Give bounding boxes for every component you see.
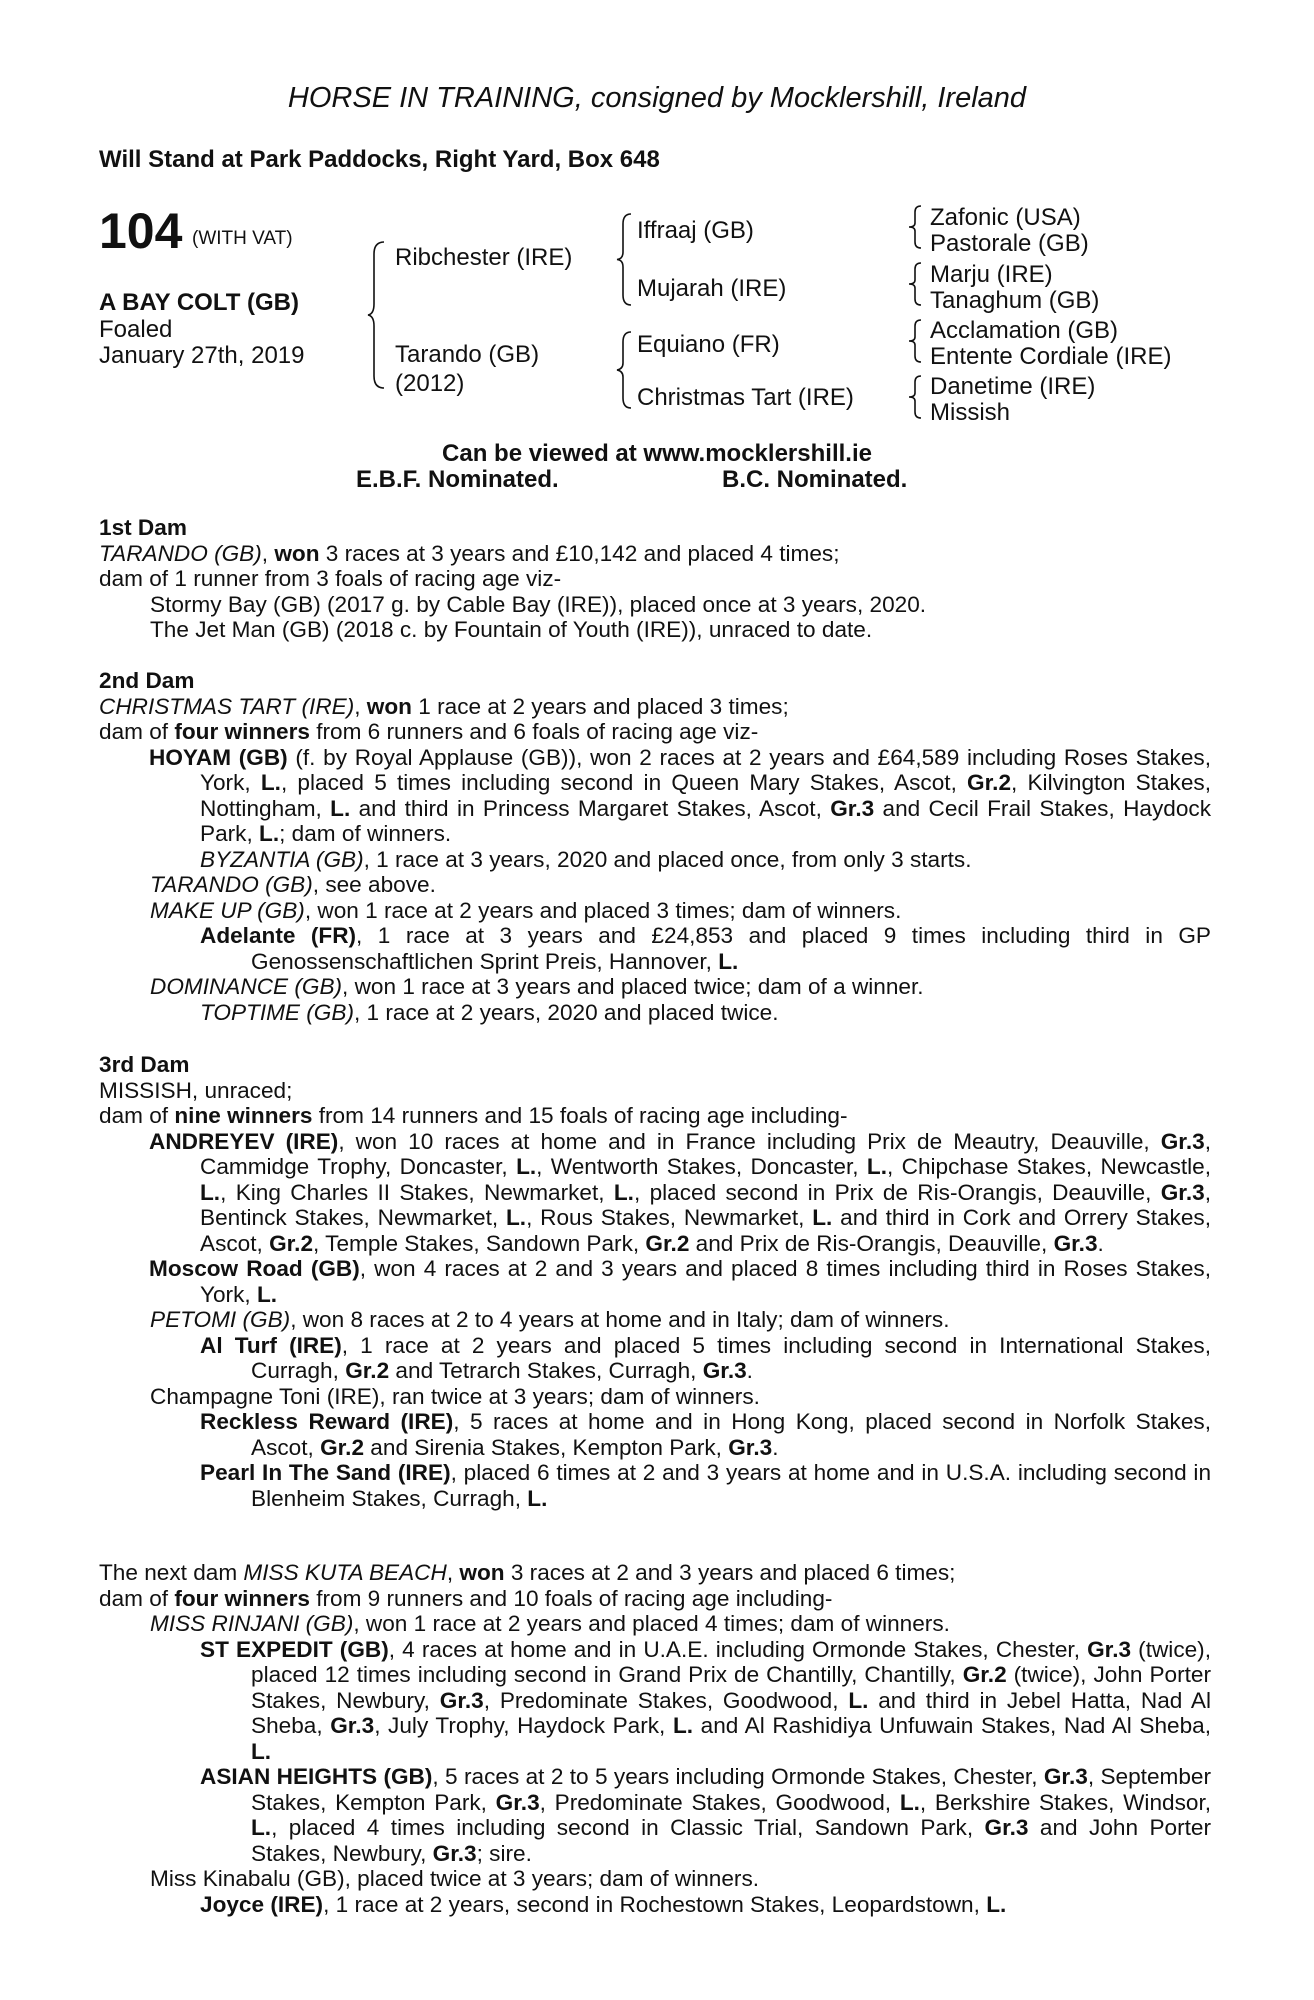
entry-toptime: TOPTIME (GB), 1 race at 2 years, 2020 and placed twice. xyxy=(200,999,779,1025)
foaled-label: Foaled xyxy=(99,316,173,343)
first-dam-foal-2: The Jet Man (GB) (2018 c. by Fountain of Youth (IRE)), unraced to date. xyxy=(150,617,873,642)
entry-al-turf: Al Turf (IRE), 1 race at 2 years and placed 5 times including second in International Stakes, Curragh, Gr.2 and Tetrarch Stakes, Curragh, Gr.3. xyxy=(200,1332,1211,1383)
first-dam-record: TARANDO (GB), won 3 races at 3 years and £10,142 and placed 4 times; xyxy=(99,540,840,566)
lot-number: 104 xyxy=(99,203,183,259)
second-dam-produce: dam of four winners from 6 runners and 6 foals of racing age viz- xyxy=(99,719,759,744)
entry-andreyev: ANDREYEV (IRE), won 10 races at home and in France including Prix de Meautry, Deauville, Gr.3, Cammidge Trophy, Doncaster, L., Wentworth Stakes, Doncaster, L., Chipchase Stakes, Newcastle, L., King Charles II Stakes, Newmarket, L., placed second in Prix de Ris-Orangis, Deauville, Gr.3, Bentinck Stakes, Newmarket, L., Rous Stakes, Newmarket, L. and third in Cork and Orrery Stakes, Ascot, Gr.2, Temple Stakes, Sandown Park, Gr.2 and Prix de Ris-Orangis, Deauville, Gr.3. xyxy=(149,1128,1212,1256)
pedigree-g3-4: Tanaghum (GB) xyxy=(930,287,1100,314)
entry-asian-heights: ASIAN HEIGHTS (GB), 5 races at 2 to 5 years including Ormonde Stakes, Chester, Gr.3, September Stakes, Kempton Park, Gr.3, Predominate Stakes, Goodwood, L., Berkshire Stakes, Windsor, L., placed 4 times including second in Classic Trial, Sandown Park, Gr.3 and John Porter Stakes, Newbury, Gr.3; sire. xyxy=(200,1764,1212,1866)
pedigree-brace-sire xyxy=(615,212,633,307)
pedigree-brace-g3-1 xyxy=(907,204,923,250)
viewing-note: Can be viewed at www.mocklershill.ie xyxy=(442,440,872,467)
third-dam-section xyxy=(99,1052,1211,1511)
ebf-note: E.B.F. Nominated. xyxy=(356,466,559,493)
foaled-date: January 27th, 2019 xyxy=(99,342,305,369)
pedigree-dam: Tarando (GB) xyxy=(395,341,540,368)
first-dam-foal-1: Stormy Bay (GB) (2017 g. by Cable Bay (IRE)), placed once at 3 years, 2020. xyxy=(150,591,927,617)
second-dam-section xyxy=(99,668,1211,1025)
third-dam-produce: dam of nine winners from 14 runners and 15 foals of racing age including- xyxy=(99,1103,848,1128)
pedigree-dam-sire: Equiano (FR) xyxy=(637,331,780,358)
entry-miss-rinjani: MISS RINJANI (GB), won 1 race at 2 years and placed 4 times; dam of winners. xyxy=(150,1611,950,1636)
entry-joyce: Joyce (IRE), 1 race at 2 years, second in Rochestown Stakes, Leopardstown, L. xyxy=(200,1891,1007,1917)
pedigree-g3-5: Acclamation (GB) xyxy=(930,317,1119,344)
pedigree-g3-1: Zafonic (USA) xyxy=(930,204,1081,231)
second-dam-heading: 2nd Dam xyxy=(99,668,195,693)
pedigree-sire: Ribchester (IRE) xyxy=(395,244,573,271)
entry-byzantia: BYZANTIA (GB), 1 race at 3 years, 2020 and placed once, from only 3 starts. xyxy=(200,846,972,872)
pedigree-sire-sire: Iffraaj (GB) xyxy=(637,217,754,244)
next-dam-record: The next dam MISS KUTA BEACH, won 3 races at 2 and 3 years and placed 6 times; xyxy=(99,1560,956,1585)
pedigree-g3-2: Pastorale (GB) xyxy=(930,230,1089,257)
pedigree-dam-year: (2012) xyxy=(395,370,465,397)
pedigree-g3-7: Danetime (IRE) xyxy=(930,373,1096,400)
pedigree-g3-8: Missish xyxy=(930,399,1011,426)
lot-description: A BAY COLT (GB) xyxy=(99,289,300,316)
stand-location: Will Stand at Park Paddocks, Right Yard, Box 648 xyxy=(99,146,660,173)
entry-st-expedit: ST EXPEDIT (GB), 4 races at home and in U.A.E. including Ormonde Stakes, Chester, Gr.3 (twice), placed 12 times including second in Grand Prix de Chantilly, Chantilly, Gr.2 (twice), John Porter Stakes, Newbury, Gr.3, Predominate Stakes, Goodwood, L. and third in Jebel Hatta, Nad Al Sheba, Gr.3, July Trophy, Haydock Park, L. and Al Rashidiya Unfuwain Stakes, Nad Al Sheba, L. xyxy=(200,1636,1211,1764)
entry-make-up: MAKE UP (GB), won 1 race at 2 years and placed 3 times; dam of winners. xyxy=(150,897,902,923)
pedigree-g3-6: Entente Cordiale (IRE) xyxy=(930,343,1172,370)
third-dam-heading: 3rd Dam xyxy=(99,1052,190,1077)
next-dam-section xyxy=(99,1560,1211,1917)
third-dam-record: MISSISH, unraced; xyxy=(99,1077,293,1103)
vat-label: (WITH VAT) xyxy=(192,228,293,249)
page-title: HORSE IN TRAINING, consigned by Mocklershill, Ireland xyxy=(287,82,1027,114)
pedigree-brace-g3-3 xyxy=(907,318,923,364)
pedigree-brace-dam xyxy=(615,330,633,410)
next-dam-produce: dam of four winners from 9 runners and 10 foals of racing age including- xyxy=(99,1585,833,1611)
entry-reckless-reward: Reckless Reward (IRE), 5 races at home and in Hong Kong, placed second in Norfolk Stakes, Ascot, Gr.2 and Sirenia Stakes, Kempton Park, Gr.3. xyxy=(200,1409,1211,1460)
entry-miss-kinabalu: Miss Kinabalu (GB), placed twice at 3 years; dam of winners. xyxy=(150,1866,760,1891)
entry-champagne-toni: Champagne Toni (IRE), ran twice at 3 years; dam of winners. xyxy=(150,1383,760,1409)
pedigree-brace-g3-4 xyxy=(907,374,923,420)
pedigree-brace-g3-2 xyxy=(907,261,923,307)
entry-petomi: PETOMI (GB), won 8 races at 2 to 4 years at home and in Italy; dam of winners. xyxy=(150,1307,950,1332)
entry-dominance: DOMINANCE (GB), won 1 race at 3 years and placed twice; dam of a winner. xyxy=(150,974,924,999)
entry-hoyam: HOYAM (GB) (f. by Royal Applause (GB)), won 2 races at 2 years and £64,589 including Roses Stakes, York, L., placed 5 times including second in Queen Mary Stakes, Ascot, Gr.2, Kilvington Stakes, Nottingham, L. and third in Princess Margaret Stakes, Ascot, Gr.3 and Cecil Frail Stakes, Haydock Park, L.; dam of winners. xyxy=(149,744,1211,846)
pedigree-g3-3: Marju (IRE) xyxy=(930,261,1053,288)
first-dam-heading: 1st Dam xyxy=(99,515,187,540)
entry-pearl-in-the-sand: Pearl In The Sand (IRE), placed 6 times at 2 and 3 years at home and in U.S.A. including second in Blenheim Stakes, Curragh, L. xyxy=(200,1460,1212,1511)
first-dam-section xyxy=(99,515,1211,643)
pedigree-dam-dam: Christmas Tart (IRE) xyxy=(637,384,854,411)
entry-tarando: TARANDO (GB), see above. xyxy=(150,872,436,897)
entry-adelante: Adelante (FR), 1 race at 3 years and £24,853 and placed 9 times including third in GP Genossenschaftlichen Sprint Preis, Hannover, L. xyxy=(200,923,1211,974)
second-dam-record: CHRISTMAS TART (IRE), won 1 race at 2 years and placed 3 times; xyxy=(99,693,789,719)
first-dam-produce: dam of 1 runner from 3 foals of racing age viz- xyxy=(99,566,562,591)
pedigree-brace-main xyxy=(366,240,386,390)
entry-moscow-road: Moscow Road (GB), won 4 races at 2 and 3 years and placed 8 times including third in Roses Stakes, York, L. xyxy=(149,1256,1212,1307)
bc-note: B.C. Nominated. xyxy=(722,466,908,493)
pedigree-sire-dam: Mujarah (IRE) xyxy=(637,275,787,302)
